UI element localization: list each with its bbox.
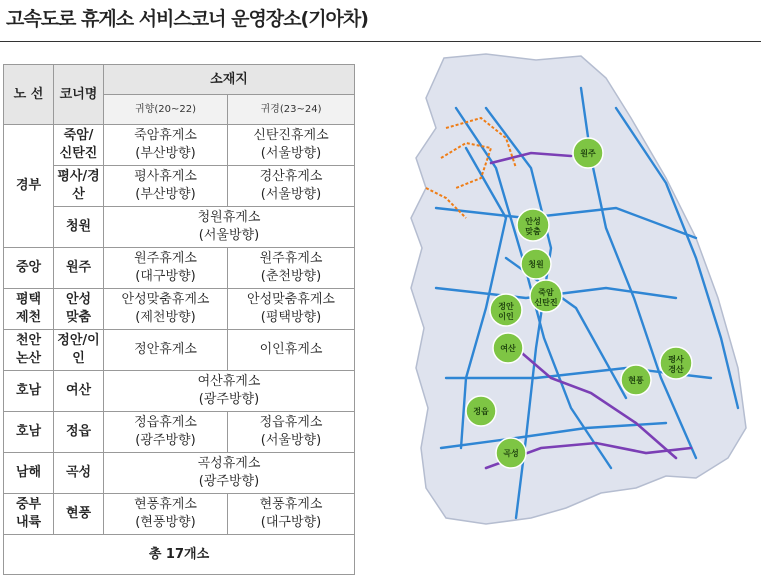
- marker-jukam-line2: 신탄진: [534, 298, 558, 307]
- location-cell: 곡성휴게소 (광주방향): [104, 453, 355, 494]
- marker-jeongan-iin: [490, 294, 522, 326]
- table-row: [4, 330, 355, 371]
- svg-text:현풍: 현풍: [628, 376, 644, 385]
- marker-gokseong: [496, 438, 526, 468]
- header-location: 소재지: [104, 65, 355, 95]
- location-cell: 평사휴게소 (부산방향): [104, 166, 228, 207]
- marker-yeosan: [493, 333, 523, 363]
- location-cell: 죽암휴게소 (부산방향): [104, 125, 228, 166]
- svg-text:정읍: 정읍: [473, 407, 489, 416]
- marker-hyeonpung: [621, 365, 651, 395]
- route-cell: 호남: [4, 371, 54, 412]
- location-cell: 신탄진휴게소 (서울방향): [228, 125, 355, 166]
- table-row: [4, 494, 355, 535]
- marker-wonju: [573, 138, 603, 168]
- location-cell: 안성맞춤휴게소 (제천방향): [104, 289, 228, 330]
- corner-cell: 정안/이 인: [54, 330, 104, 371]
- route-cell: 남해: [4, 453, 54, 494]
- route-cell: 경부: [4, 125, 54, 248]
- location-cell: 정읍휴게소 (광주방향): [104, 412, 228, 453]
- table-row: [4, 371, 355, 412]
- location-cell: 정안휴게소: [104, 330, 228, 371]
- marker-pyeongsa-line1: 평사: [668, 355, 684, 364]
- location-cell: 원주휴게소 (대구방향): [104, 248, 228, 289]
- marker-anseong: [517, 209, 549, 241]
- location-cell: 현풍휴게소 (대구방향): [228, 494, 355, 535]
- location-cell: 원주휴게소 (춘천방향): [228, 248, 355, 289]
- route-cell: 중부 내륙: [4, 494, 54, 535]
- svg-text:원주: 원주: [580, 149, 596, 158]
- marker-anseong-line2: 맞춤: [525, 227, 541, 236]
- korea-highway-map: [366, 48, 758, 578]
- corner-cell: 안성 맞춤: [54, 289, 104, 330]
- header-corner: 코너명: [54, 65, 104, 125]
- header-period-return: 귀경(23~24): [228, 95, 355, 125]
- location-cell: 이인휴게소: [228, 330, 355, 371]
- title-divider: [0, 41, 761, 42]
- marker-jeongan-line2: 이인: [498, 312, 514, 321]
- table-row: [4, 166, 355, 207]
- marker-pyeongsa-gyeongsan: [660, 347, 692, 379]
- location-cell: 여산휴게소 (광주방향): [104, 371, 355, 412]
- marker-anseong-line1: 안성: [525, 217, 541, 226]
- marker-jukam-sintanjin: [530, 280, 562, 312]
- header-route: 노 선: [4, 65, 54, 125]
- table-row: [4, 125, 355, 166]
- marker-jukam-line1: 죽암: [538, 288, 554, 297]
- corner-cell: 원주: [54, 248, 104, 289]
- table-row: [4, 248, 355, 289]
- corner-cell: 여산: [54, 371, 104, 412]
- table-row: [4, 453, 355, 494]
- corner-cell: 곡성: [54, 453, 104, 494]
- corner-cell: 청원: [54, 207, 104, 248]
- marker-jeongan-line1: 정안: [498, 302, 514, 311]
- route-cell: 평택 제천: [4, 289, 54, 330]
- svg-text:곡성: 곡성: [503, 449, 519, 458]
- corner-cell: 죽암/ 신탄진: [54, 125, 104, 166]
- table-row: [4, 207, 355, 248]
- corner-cell: 정읍: [54, 412, 104, 453]
- header-period-homecoming: 귀향(20~22): [104, 95, 228, 125]
- marker-cheongwon: [521, 249, 551, 279]
- svg-text:여산: 여산: [500, 344, 516, 353]
- route-cell: 호남: [4, 412, 54, 453]
- corner-cell: 평사/경 산: [54, 166, 104, 207]
- table-row: [4, 289, 355, 330]
- route-cell: 중앙: [4, 248, 54, 289]
- total-count: 총 17개소: [4, 535, 355, 575]
- svg-text:청원: 청원: [528, 260, 544, 269]
- location-cell: 정읍휴게소 (서울방향): [228, 412, 355, 453]
- marker-pyeongsa-line2: 경산: [668, 365, 684, 374]
- corner-cell: 현풍: [54, 494, 104, 535]
- location-cell: 경산휴게소 (서울방향): [228, 166, 355, 207]
- location-cell: 청원휴게소 (서울방향): [104, 207, 355, 248]
- route-cell: 천안 논산: [4, 330, 54, 371]
- service-corner-table: [3, 64, 355, 575]
- marker-jeongeup: [466, 396, 496, 426]
- page-title: 고속도로 휴게소 서비스코너 운영장소(기아차): [6, 8, 368, 30]
- location-cell: 현풍휴게소 (현풍방향): [104, 494, 228, 535]
- location-cell: 안성맞춤휴게소 (평택방향): [228, 289, 355, 330]
- table-row: [4, 412, 355, 453]
